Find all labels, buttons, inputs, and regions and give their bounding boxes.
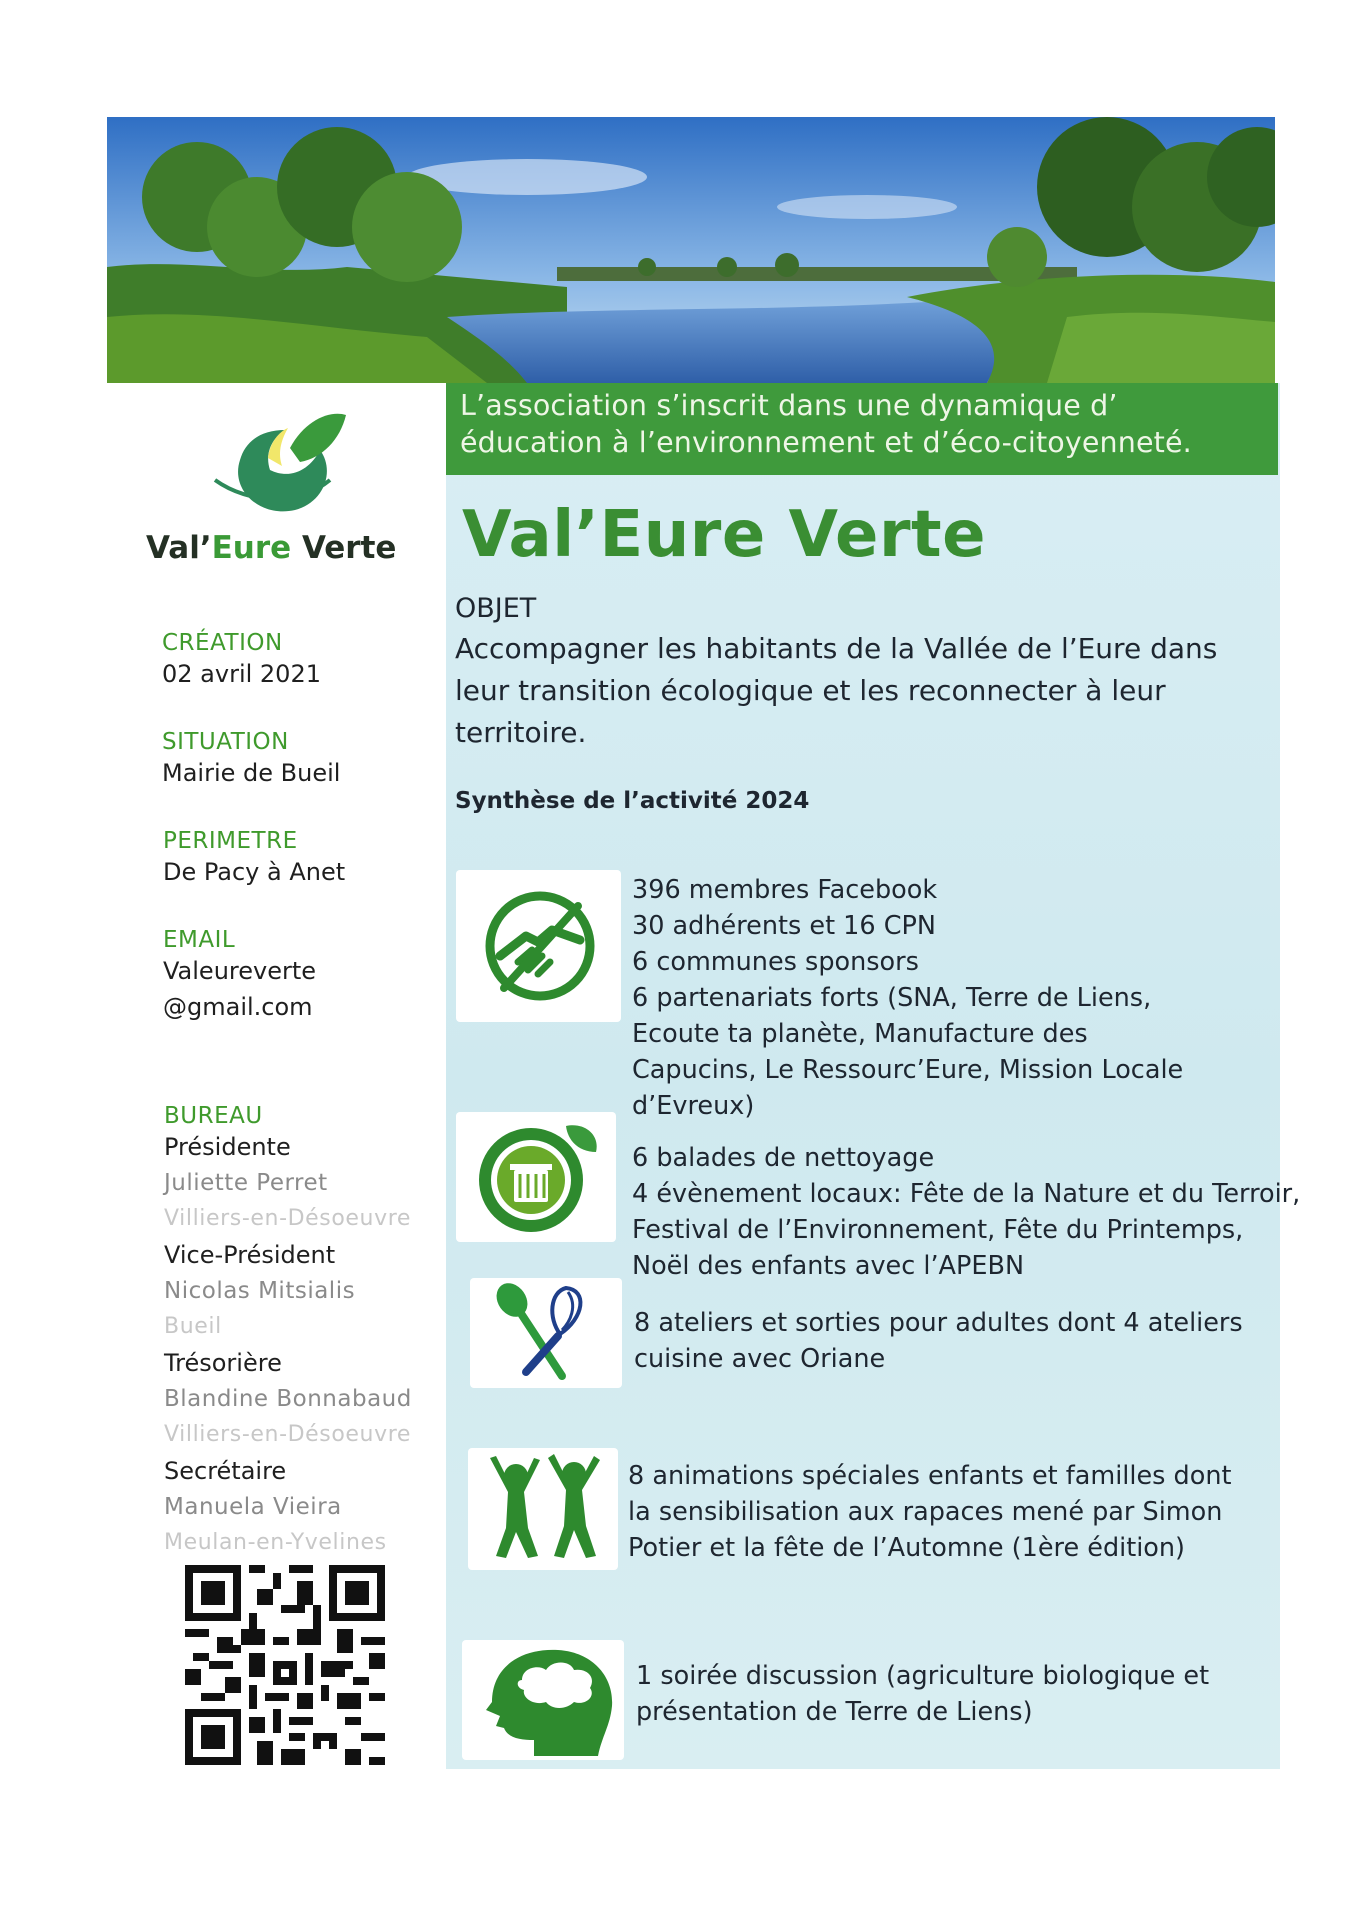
activity-line: 396 membres Facebook [632,875,938,905]
activity-icon-box [462,1640,624,1760]
activity-text [636,1658,1209,1730]
whisk-spoon-icon [470,1278,622,1388]
objet-text [455,628,1255,754]
activity-line: Potier et la fête de l’Automne (1ère édition) [628,1533,1186,1563]
landscape-photo [107,117,1275,383]
activity-line: Festival de l’Environnement, Fête du Printemps, [632,1215,1244,1245]
bureau-role: Trésorière [164,1349,282,1377]
activity-icon-box [456,1112,616,1242]
bureau-name: Nicolas Mitsialis [164,1278,356,1304]
activity-line: 4 évènement locaux: Fête de la Nature et du Terroir, [632,1179,1301,1209]
activity-line: présentation de Terre de Liens) [636,1697,1033,1727]
trash-bin-icon [456,1112,616,1242]
activity-line: 1 soirée discussion (agriculture biologique et [636,1661,1210,1691]
objet-label: OBJET [455,593,537,624]
activity-line: 8 animations spéciales enfants et familles dont [628,1461,1232,1491]
bureau-label: BUREAU [164,1103,263,1129]
logo-accent: Eure [211,530,292,566]
activity-line: d’Evreux) [632,1091,755,1121]
objet-line: leur transition écologique et les reconnecter à leur [455,674,1166,707]
bureau-role: Secrétaire [164,1457,287,1485]
activity-line: 6 communes sponsors [632,947,919,977]
bureau-name: Manuela Vieira [164,1494,342,1520]
situation-value: Mairie de Bueil [162,759,341,787]
activity-line: Noël des enfants avec l’APEBN [632,1251,1025,1281]
bureau-role: Vice-Président [164,1241,336,1269]
handshake-icon [456,870,621,1022]
bureau-town: Meulan-en-Yvelines [164,1530,387,1555]
activity-text [632,1140,1300,1284]
mission-banner [446,383,1278,475]
activity-icon-box [470,1278,622,1388]
activity-line: cuisine avec Oriane [634,1344,886,1374]
activity-line: 6 partenariats forts (SNA, Terre de Liens, [632,983,1152,1013]
objet-line: territoire. [455,716,587,749]
qr-code[interactable] [185,1565,385,1765]
bureau-town: Villiers-en-Désoeuvre [164,1206,412,1231]
activity-text [632,872,1183,1124]
email-line-2: @gmail.com [163,993,313,1021]
activity-text [634,1305,1243,1377]
activity-line: 30 adhérents et 16 CPN [632,911,936,941]
perimetre-label: PERIMETRE [163,828,298,854]
creation-block [162,630,452,692]
activity-text [628,1458,1231,1566]
activity-line: Ecoute ta planète, Manufacture des [632,1019,1088,1049]
email-label: EMAIL [163,927,236,953]
perimetre-value: De Pacy à Anet [163,858,346,886]
creation-label: CRÉATION [162,630,283,656]
activity-icon-box [456,870,621,1022]
bureau-name: Blandine Bonnabaud [164,1386,412,1412]
bureau-town: Bueil [164,1314,222,1339]
activity-line: Capucins, Le Ressourc’Eure, Mission Locale [632,1055,1184,1085]
children-icon [468,1448,618,1570]
leaf-logo-icon [210,410,346,518]
banner-line-1: L’association s’inscrit dans une dynamique d’ [460,389,1118,422]
bureau-town: Villiers-en-Désoeuvre [164,1422,412,1447]
email-block [163,927,453,1025]
activity-line: 8 ateliers et sorties pour adultes dont 4 ateliers [634,1308,1243,1338]
head-cloud-icon [462,1640,624,1760]
bureau-block [164,1103,454,1561]
perimetre-block [163,828,453,890]
page-title: Val’Eure Verte [462,498,986,572]
activity-line: 6 balades de nettoyage [632,1143,935,1173]
situation-block [162,729,452,791]
creation-value: 02 avril 2021 [162,660,321,688]
activity-icon-box [468,1448,618,1570]
logo-part-1: Val’ [146,530,212,566]
email-line-1: Valeureverte [163,957,317,985]
bureau-role: Présidente [164,1133,291,1161]
logo-wordmark [146,530,416,566]
activity-line: la sensibilisation aux rapaces mené par Simon [628,1497,1223,1527]
situation-label: SITUATION [162,729,289,755]
bureau-name: Juliette Perret [164,1170,328,1196]
objet-line: Accompagner les habitants de la Vallée de l’Eure dans [455,632,1218,665]
synthese-heading: Synthèse de l’activité 2024 [455,788,810,814]
banner-line-2: éducation à l’environnement et d’éco-citoyenneté. [460,426,1192,459]
logo-part-2: Verte [291,530,397,566]
